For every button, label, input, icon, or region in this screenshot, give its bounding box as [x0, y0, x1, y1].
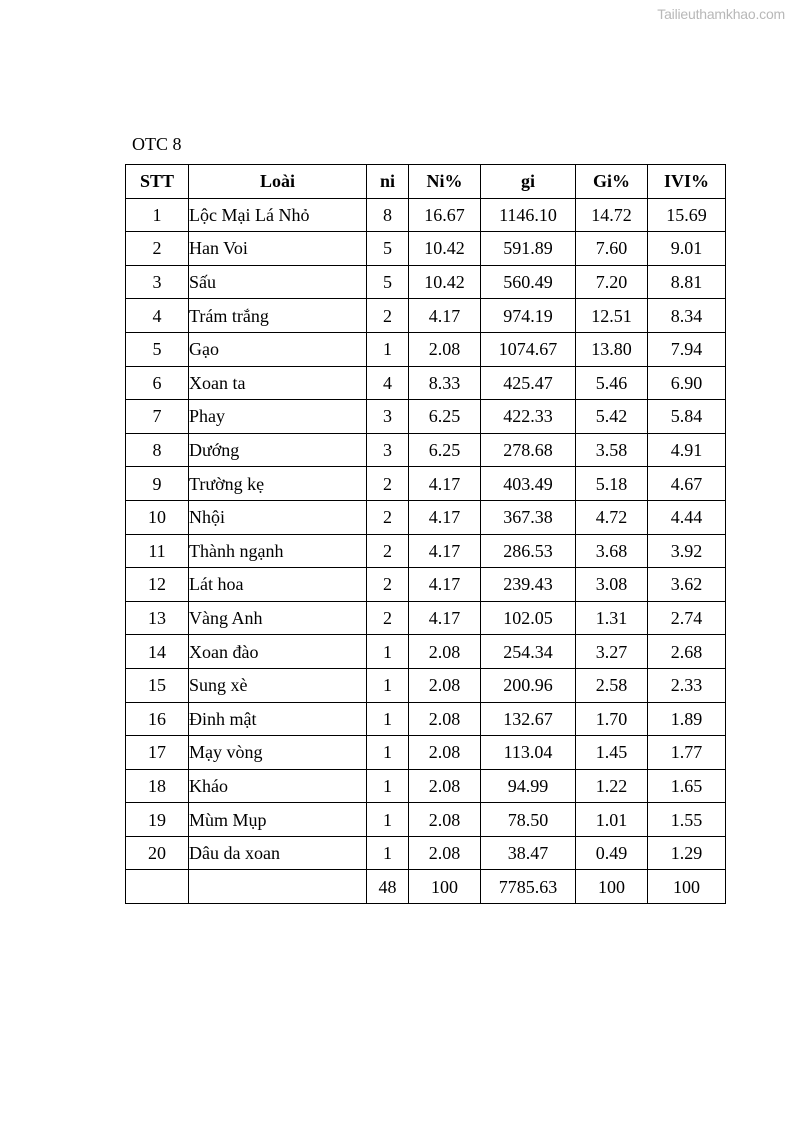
table-total-row	[126, 870, 726, 904]
table-row	[126, 198, 726, 232]
cell-loai: Nhội	[189, 500, 367, 534]
cell-ni-percent: 2.08	[409, 332, 481, 366]
cell-gi: 1074.67	[481, 332, 576, 366]
cell-ivi-percent: 6.90	[648, 366, 726, 400]
cell-stt: 15	[126, 668, 189, 702]
cell-ni: 5	[367, 265, 409, 299]
cell-stt: 3	[126, 265, 189, 299]
cell-gi-percent: 1.31	[576, 601, 648, 635]
cell-ivi-percent: 2.74	[648, 601, 726, 635]
table-row	[126, 232, 726, 266]
cell-ivi-percent: 9.01	[648, 232, 726, 266]
species-table	[125, 164, 726, 904]
header-ivi-percent: IVI%	[648, 165, 726, 199]
cell-gi-percent: 5.18	[576, 467, 648, 501]
header-ni-percent: Ni%	[409, 165, 481, 199]
cell-loai: Sấu	[189, 265, 367, 299]
cell-stt: 20	[126, 836, 189, 870]
cell-ni-percent: 6.25	[409, 400, 481, 434]
cell-stt: 13	[126, 601, 189, 635]
table-row	[126, 568, 726, 602]
cell-gi: 78.50	[481, 803, 576, 837]
total-cell-gi: 7785.63	[481, 870, 576, 904]
cell-ni: 2	[367, 467, 409, 501]
total-cell-ivi-percent: 100	[648, 870, 726, 904]
cell-ni-percent: 2.08	[409, 736, 481, 770]
cell-ni-percent: 10.42	[409, 232, 481, 266]
cell-gi-percent: 12.51	[576, 299, 648, 333]
cell-loai: Gạo	[189, 332, 367, 366]
cell-ni: 1	[367, 769, 409, 803]
cell-ni-percent: 2.08	[409, 836, 481, 870]
table-row	[126, 836, 726, 870]
cell-loai: Trám trắng	[189, 299, 367, 333]
table-row	[126, 601, 726, 635]
cell-ivi-percent: 3.92	[648, 534, 726, 568]
cell-ni-percent: 2.08	[409, 668, 481, 702]
cell-gi-percent: 5.46	[576, 366, 648, 400]
cell-gi: 422.33	[481, 400, 576, 434]
cell-ivi-percent: 1.89	[648, 702, 726, 736]
cell-gi-percent: 1.70	[576, 702, 648, 736]
cell-loai: Mùm Mụp	[189, 803, 367, 837]
cell-gi: 403.49	[481, 467, 576, 501]
cell-gi-percent: 3.58	[576, 433, 648, 467]
cell-stt: 18	[126, 769, 189, 803]
cell-ni: 2	[367, 500, 409, 534]
cell-ivi-percent: 5.84	[648, 400, 726, 434]
cell-gi-percent: 1.45	[576, 736, 648, 770]
cell-ni: 2	[367, 299, 409, 333]
table-body	[126, 198, 726, 903]
cell-ivi-percent: 15.69	[648, 198, 726, 232]
cell-gi-percent: 0.49	[576, 836, 648, 870]
cell-gi-percent: 4.72	[576, 500, 648, 534]
cell-stt: 8	[126, 433, 189, 467]
cell-gi: 38.47	[481, 836, 576, 870]
cell-gi: 239.43	[481, 568, 576, 602]
cell-ni-percent: 2.08	[409, 702, 481, 736]
cell-ivi-percent: 2.33	[648, 668, 726, 702]
cell-stt: 11	[126, 534, 189, 568]
table-row	[126, 299, 726, 333]
cell-loai: Dướng	[189, 433, 367, 467]
cell-stt: 16	[126, 702, 189, 736]
cell-gi: 254.34	[481, 635, 576, 669]
table-row	[126, 366, 726, 400]
cell-ivi-percent: 8.81	[648, 265, 726, 299]
cell-loai: Xoan đào	[189, 635, 367, 669]
cell-stt: 9	[126, 467, 189, 501]
cell-ni-percent: 2.08	[409, 635, 481, 669]
cell-ivi-percent: 1.77	[648, 736, 726, 770]
cell-stt: 2	[126, 232, 189, 266]
cell-loai: Thành ngạnh	[189, 534, 367, 568]
cell-ivi-percent: 1.55	[648, 803, 726, 837]
cell-ni-percent: 4.17	[409, 500, 481, 534]
cell-loai: Xoan ta	[189, 366, 367, 400]
cell-ni-percent: 16.67	[409, 198, 481, 232]
cell-ni: 2	[367, 568, 409, 602]
cell-loai: Đinh mật	[189, 702, 367, 736]
cell-ni-percent: 6.25	[409, 433, 481, 467]
cell-ni: 1	[367, 836, 409, 870]
cell-ni-percent: 4.17	[409, 299, 481, 333]
cell-ivi-percent: 7.94	[648, 332, 726, 366]
header-loai: Loài	[189, 165, 367, 199]
cell-ni: 2	[367, 601, 409, 635]
header-stt: STT	[126, 165, 189, 199]
cell-ni: 1	[367, 736, 409, 770]
cell-gi-percent: 7.60	[576, 232, 648, 266]
cell-gi-percent: 3.68	[576, 534, 648, 568]
table-row	[126, 702, 726, 736]
cell-loai: Lộc Mại Lá Nhỏ	[189, 198, 367, 232]
cell-ni-percent: 4.17	[409, 601, 481, 635]
cell-ni: 1	[367, 702, 409, 736]
cell-ivi-percent: 4.91	[648, 433, 726, 467]
cell-ivi-percent: 4.67	[648, 467, 726, 501]
cell-gi-percent: 7.20	[576, 265, 648, 299]
header-ni: ni	[367, 165, 409, 199]
table-row	[126, 400, 726, 434]
cell-loai: Han Voi	[189, 232, 367, 266]
cell-stt: 4	[126, 299, 189, 333]
cell-gi: 1146.10	[481, 198, 576, 232]
table-row	[126, 500, 726, 534]
cell-stt: 5	[126, 332, 189, 366]
cell-gi: 974.19	[481, 299, 576, 333]
cell-stt: 10	[126, 500, 189, 534]
cell-stt: 7	[126, 400, 189, 434]
cell-ivi-percent: 8.34	[648, 299, 726, 333]
header-gi: gi	[481, 165, 576, 199]
total-cell-loai	[189, 870, 367, 904]
table-row	[126, 467, 726, 501]
cell-ni: 3	[367, 400, 409, 434]
cell-ni-percent: 4.17	[409, 568, 481, 602]
header-gi-percent: Gi%	[576, 165, 648, 199]
cell-gi: 102.05	[481, 601, 576, 635]
cell-gi: 132.67	[481, 702, 576, 736]
cell-gi-percent: 1.01	[576, 803, 648, 837]
cell-ni: 1	[367, 668, 409, 702]
total-cell-stt	[126, 870, 189, 904]
table-row	[126, 668, 726, 702]
cell-gi: 560.49	[481, 265, 576, 299]
table-row	[126, 433, 726, 467]
cell-ni: 1	[367, 635, 409, 669]
cell-ni: 8	[367, 198, 409, 232]
table-header-row	[126, 165, 726, 199]
cell-ni: 4	[367, 366, 409, 400]
cell-ni: 1	[367, 332, 409, 366]
cell-loai: Lát hoa	[189, 568, 367, 602]
cell-loai: Phay	[189, 400, 367, 434]
cell-stt: 6	[126, 366, 189, 400]
cell-ni-percent: 4.17	[409, 534, 481, 568]
cell-stt: 12	[126, 568, 189, 602]
cell-loai: Trường kẹ	[189, 467, 367, 501]
cell-ni: 2	[367, 534, 409, 568]
cell-gi-percent: 3.08	[576, 568, 648, 602]
cell-gi: 591.89	[481, 232, 576, 266]
total-cell-ni: 48	[367, 870, 409, 904]
cell-ni-percent: 4.17	[409, 467, 481, 501]
cell-gi: 113.04	[481, 736, 576, 770]
table-row	[126, 769, 726, 803]
table-caption: OTC 8	[132, 134, 182, 154]
table-row	[126, 332, 726, 366]
cell-ni-percent: 10.42	[409, 265, 481, 299]
watermark: Tailieuthamkhao.com	[657, 6, 785, 22]
cell-loai: Kháo	[189, 769, 367, 803]
cell-ivi-percent: 4.44	[648, 500, 726, 534]
table-row	[126, 803, 726, 837]
cell-gi-percent: 5.42	[576, 400, 648, 434]
cell-stt: 14	[126, 635, 189, 669]
cell-gi-percent: 2.58	[576, 668, 648, 702]
cell-gi-percent: 14.72	[576, 198, 648, 232]
cell-ni-percent: 2.08	[409, 769, 481, 803]
table-row	[126, 635, 726, 669]
cell-ni: 1	[367, 803, 409, 837]
table-row	[126, 265, 726, 299]
cell-ni: 5	[367, 232, 409, 266]
cell-gi: 286.53	[481, 534, 576, 568]
cell-ivi-percent: 3.62	[648, 568, 726, 602]
cell-ivi-percent: 1.65	[648, 769, 726, 803]
cell-ivi-percent: 1.29	[648, 836, 726, 870]
cell-gi: 425.47	[481, 366, 576, 400]
table-row	[126, 534, 726, 568]
cell-loai: Dâu da xoan	[189, 836, 367, 870]
cell-gi: 200.96	[481, 668, 576, 702]
cell-loai: Vàng Anh	[189, 601, 367, 635]
cell-ni-percent: 2.08	[409, 803, 481, 837]
cell-gi: 278.68	[481, 433, 576, 467]
cell-gi-percent: 13.80	[576, 332, 648, 366]
cell-loai: Sung xè	[189, 668, 367, 702]
cell-gi: 367.38	[481, 500, 576, 534]
cell-ni-percent: 8.33	[409, 366, 481, 400]
cell-stt: 17	[126, 736, 189, 770]
cell-gi: 94.99	[481, 769, 576, 803]
cell-stt: 19	[126, 803, 189, 837]
total-cell-gi-percent: 100	[576, 870, 648, 904]
cell-gi-percent: 1.22	[576, 769, 648, 803]
cell-stt: 1	[126, 198, 189, 232]
cell-loai: Mạy vòng	[189, 736, 367, 770]
cell-gi-percent: 3.27	[576, 635, 648, 669]
total-cell-ni-percent: 100	[409, 870, 481, 904]
cell-ni: 3	[367, 433, 409, 467]
table-row	[126, 736, 726, 770]
cell-ivi-percent: 2.68	[648, 635, 726, 669]
